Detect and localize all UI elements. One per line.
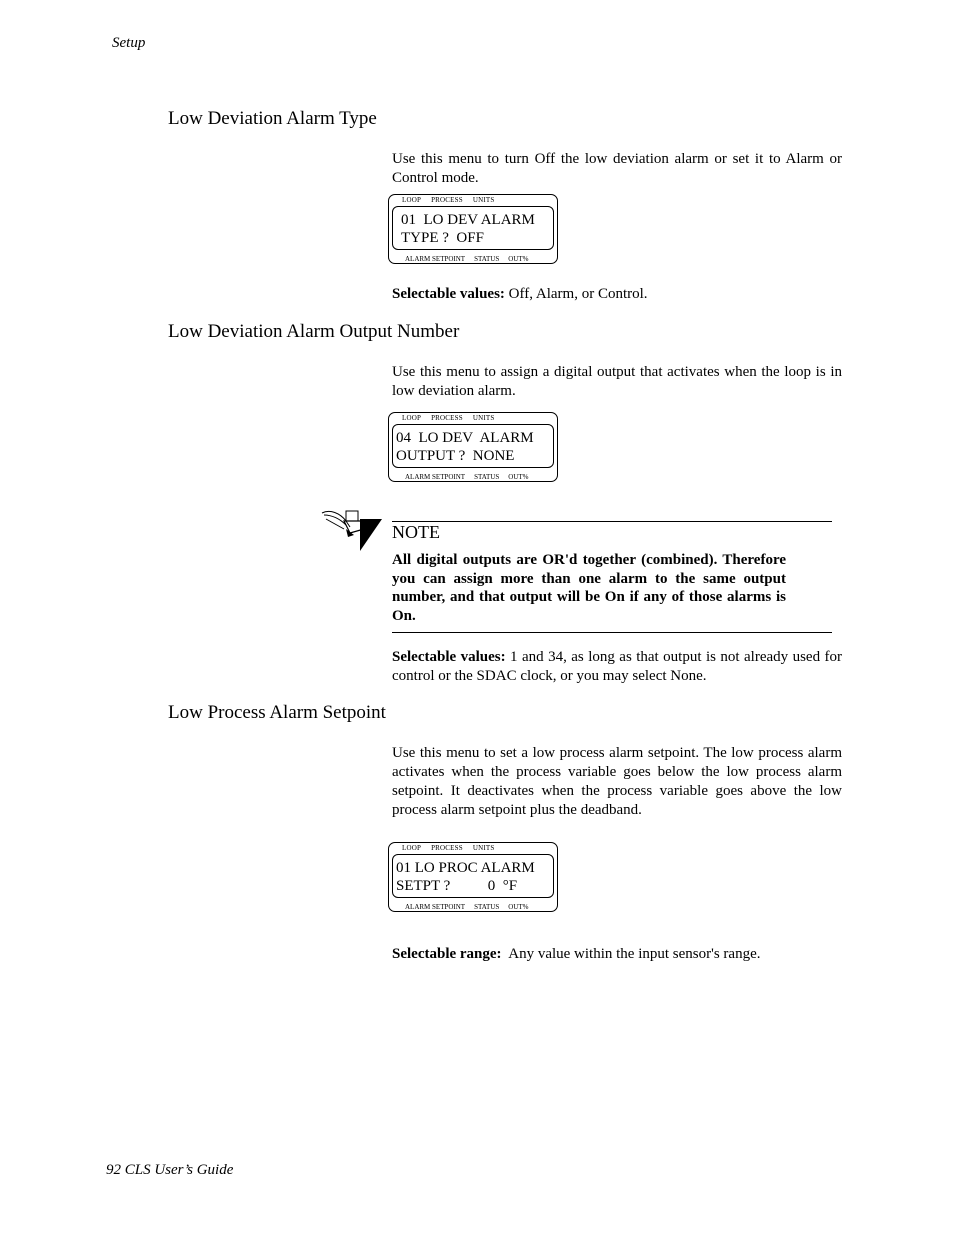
lcd-label-units: UNITS bbox=[472, 844, 495, 852]
lcd-display-2 bbox=[388, 412, 558, 482]
lcd-line-2: OUTPUT ? NONE bbox=[396, 448, 515, 464]
lcd-top-labels bbox=[402, 414, 494, 422]
lcd-label-units: UNITS bbox=[472, 414, 495, 422]
running-header: Setup bbox=[112, 35, 146, 51]
selectable-text: Off, Alarm, or Control. bbox=[504, 286, 648, 302]
note-bottom-rule bbox=[392, 632, 832, 633]
note-top-rule bbox=[392, 521, 832, 522]
lcd-top-labels bbox=[402, 844, 494, 852]
note-body: All digital outputs are OR'd together (combined). Therefore you can assign more than one alarm to the same output number, and that output will be On if any of those alarms is On. bbox=[392, 552, 786, 624]
lcd-label-units: UNITS bbox=[472, 196, 495, 204]
selectable-label: Selectable values: bbox=[392, 286, 505, 302]
lcd-label-out: OUT% bbox=[508, 903, 529, 911]
note-title: NOTE bbox=[392, 522, 440, 542]
lcd-top-labels bbox=[402, 196, 494, 204]
lcd-line-1: 01 LO DEV ALARM bbox=[401, 212, 535, 228]
section-heading-lo-proc-setpt: Low Process Alarm Setpoint bbox=[168, 702, 386, 723]
lcd-label-alarm-setpoint: ALARM SETPOINT bbox=[405, 255, 466, 263]
lcd-bottom-labels bbox=[405, 473, 528, 481]
selectable-values-lo-dev-type bbox=[392, 285, 842, 304]
selectable-label: Selectable range: bbox=[392, 946, 502, 962]
lcd-bottom-labels bbox=[405, 903, 528, 911]
lcd-label-loop: LOOP bbox=[402, 196, 422, 204]
lcd-label-loop: LOOP bbox=[402, 844, 422, 852]
lcd-line-2: TYPE ? OFF bbox=[401, 230, 484, 246]
lcd-screen bbox=[392, 854, 554, 898]
lcd-label-process: PROCESS bbox=[431, 844, 463, 852]
lcd-label-status: STATUS bbox=[474, 255, 500, 263]
lcd-line-2: SETPT ? 0 °F bbox=[396, 878, 518, 894]
running-footer: 92 CLS User’s Guide bbox=[106, 1162, 234, 1178]
selectable-text: 1 and 34, as long as that output is not already used for control or the SDAC clock, or you may select None. bbox=[392, 649, 842, 684]
section-intro-lo-dev-output: Use this menu to assign a digital output that activates when the loop is in low deviation alarm. bbox=[392, 364, 842, 399]
lcd-label-process: PROCESS bbox=[431, 196, 463, 204]
section-intro-lo-proc-setpt: Use this menu to set a low process alarm setpoint. The low process alarm activates when the process variable goes below the low process alarm setpoint. It deactivates when the process variable goes above the low process alarm setpoint plus the deadband. bbox=[392, 745, 842, 818]
lcd-label-out: OUT% bbox=[508, 473, 529, 481]
lcd-screen bbox=[392, 206, 554, 250]
lcd-label-status: STATUS bbox=[474, 903, 500, 911]
selectable-values-lo-dev-output bbox=[392, 648, 842, 686]
note-hand-icon bbox=[320, 507, 384, 558]
selectable-range-lo-proc-setpt bbox=[392, 945, 852, 964]
lcd-display-3 bbox=[388, 842, 558, 912]
lcd-label-status: STATUS bbox=[474, 473, 500, 481]
lcd-label-out: OUT% bbox=[508, 255, 529, 263]
selectable-label: Selectable values: bbox=[392, 649, 506, 665]
section-intro-lo-dev-type: Use this menu to turn Off the low deviation alarm or set it to Alarm or Control mode. bbox=[392, 151, 842, 186]
section-heading-lo-dev-output: Low Deviation Alarm Output Number bbox=[168, 321, 460, 342]
lcd-display-1 bbox=[388, 194, 558, 264]
lcd-label-loop: LOOP bbox=[402, 414, 422, 422]
lcd-label-alarm-setpoint: ALARM SETPOINT bbox=[405, 903, 466, 911]
lcd-bottom-labels bbox=[405, 255, 528, 263]
lcd-line-1: 01 LO PROC ALARM bbox=[396, 860, 535, 876]
lcd-label-alarm-setpoint: ALARM SETPOINT bbox=[405, 473, 466, 481]
selectable-text: Any value within the input sensor's range. bbox=[501, 946, 761, 962]
lcd-screen bbox=[392, 424, 554, 468]
section-heading-lo-dev-type: Low Deviation Alarm Type bbox=[168, 108, 377, 129]
lcd-line-1: 04 LO DEV ALARM bbox=[396, 430, 534, 446]
lcd-label-process: PROCESS bbox=[431, 414, 463, 422]
